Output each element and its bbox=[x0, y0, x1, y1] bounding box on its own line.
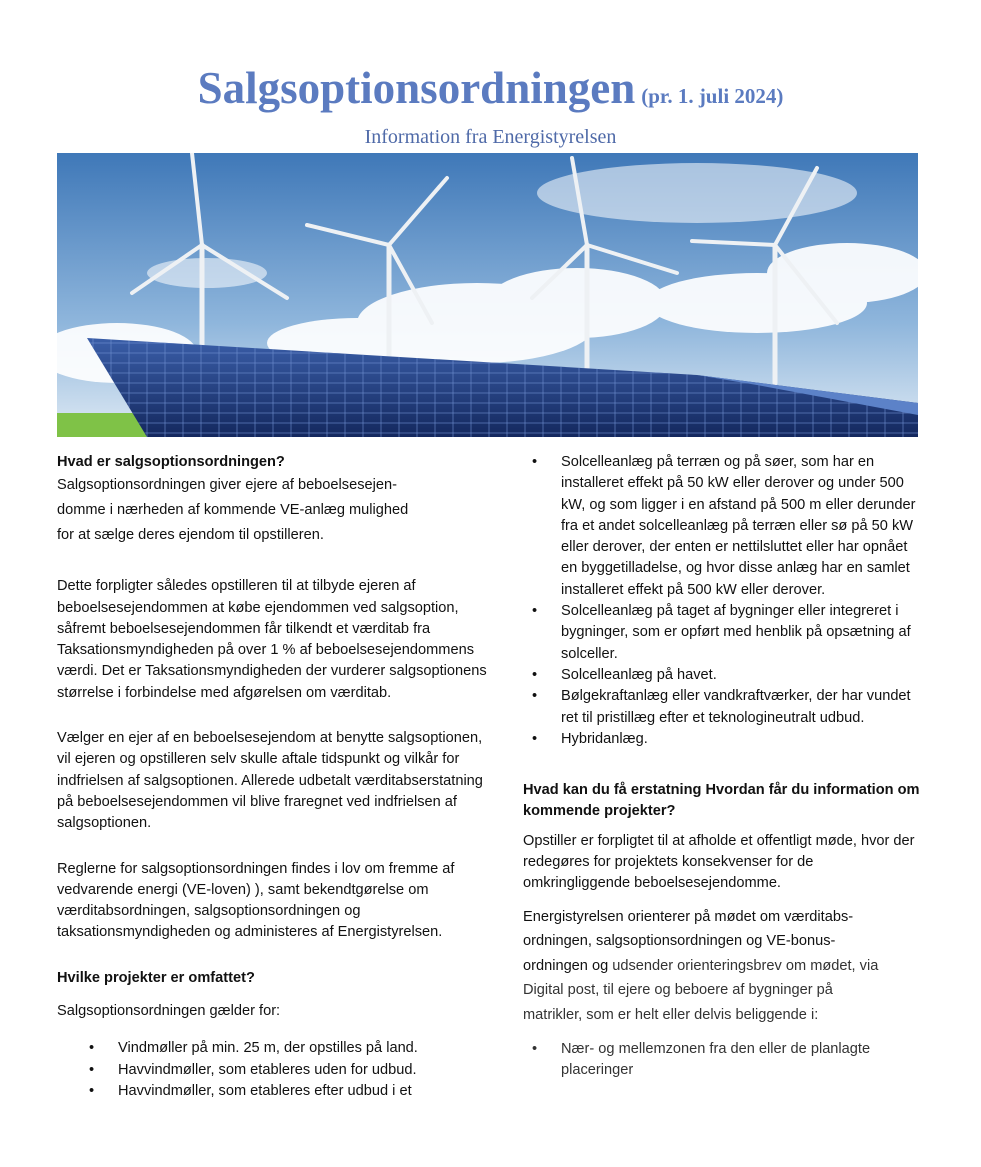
paragraph-line: ordningen, salgsoptionsordningen og VE-bonus- bbox=[523, 933, 836, 950]
list-item bbox=[500, 686, 923, 729]
paragraph: Opstiller er forpligtet til at afholde et offentligt møde, hvor der redegøres for projektets konsekvenser for de omkringliggende beboelsesejendomme. bbox=[523, 832, 915, 892]
list-item bbox=[500, 665, 923, 686]
section-heading: Hvilke projekter er omfattet? bbox=[57, 969, 255, 986]
bullet-icon: • bbox=[532, 603, 538, 620]
list-item-text: Solcelleanlæg på taget af bygninger eller integreret i bygninger, som er opført med henblik på opsætning af solceller. bbox=[561, 603, 911, 662]
list-item bbox=[500, 452, 923, 601]
paragraph-line: udsender orienteringsbrev om mødet, via bbox=[612, 957, 879, 974]
list-item bbox=[57, 1038, 497, 1059]
list-item-text: Havvindmøller, som etableres uden for udbud. bbox=[118, 1061, 417, 1078]
list-item-text: Nær- og mellemzonen fra den eller de planlagte placeringer bbox=[561, 1041, 871, 1079]
left-column bbox=[57, 452, 497, 1102]
bullet-list bbox=[500, 1039, 923, 1082]
bullet-icon: • bbox=[532, 454, 538, 470]
list-item bbox=[57, 1081, 497, 1102]
bullet-icon: • bbox=[532, 1041, 538, 1058]
paragraph: Vælger en ejer af en beboelsesejendom at benytte salgsoptionen, vil ejeren og opstilleren selv skulle aftale tidspunkt og vilkår for indfrielsen af salgsoptionen. Allerede udbetalt værditabserstatning på beboelsesejendommen vil blive fraregnet ved indfrielsen af salgsoptionen. bbox=[57, 730, 483, 832]
paragraph-line: Digital post, til ejere og beboere af bygninger på bbox=[523, 982, 833, 999]
right-column bbox=[523, 452, 923, 1082]
list-item-text: Solcelleanlæg på havet. bbox=[561, 666, 717, 683]
bullet-icon: • bbox=[532, 666, 538, 683]
paragraph: Dette forpligter således opstilleren til at tilbyde ejeren af beboelsesejendommen at købe ejendommen ved salgsoption, såfremt beboelsesejendommen får tilkendt et værditab fra Taksationsmyndigheden på over 1 % af beboelsesejendommens værdi. Det er Taksationsmyndigheden der vurderer salgsoptionens størrelse i forbindelse med afgørelsen om værditab. bbox=[57, 578, 487, 701]
list-item-text: Hybridanlæg. bbox=[561, 730, 648, 747]
paragraph-line: ordningen og bbox=[523, 957, 613, 974]
bullet-icon: • bbox=[532, 730, 538, 747]
bullet-icon: • bbox=[89, 1061, 95, 1078]
document-subtitle: Information fra Energistyrelsen bbox=[364, 126, 617, 148]
section-heading: Hvad kan du få erstatning Hvordan får du information om kommende projekter? bbox=[523, 782, 920, 820]
paragraph: Reglerne for salgsoptionsordningen findes i lov om fremme af vedvarende energi (VE-loven) ), samt bekendtgørelse om værditabsordningen, salgsoptionsordningen og taksationsmyndigheden og administeres af Energistyrelsen. bbox=[57, 860, 455, 941]
paragraph-line: Energistyrelsen orienterer på mødet om værditabs- bbox=[523, 908, 854, 925]
list-item-text: Bølgekraftanlæg eller vandkraftværker, der har vundet ret til pristillæg efter et teknologineutralt udbud. bbox=[561, 688, 911, 726]
bullet-list bbox=[57, 1038, 497, 1102]
list-item bbox=[57, 1060, 497, 1081]
list-item bbox=[500, 729, 923, 750]
title-date: (pr. 1. juli 2024) bbox=[641, 84, 784, 108]
paragraph bbox=[523, 905, 923, 1028]
list-item-text: Vindmøller på min. 25 m, der opstilles på land. bbox=[118, 1040, 418, 1057]
list-item bbox=[500, 601, 923, 665]
bullet-icon: • bbox=[89, 1040, 95, 1057]
paragraph-line: for at sælge deres ejendom til opstilleren. bbox=[57, 527, 324, 544]
document-title bbox=[0, 62, 981, 114]
list-item-text: Solcelleanlæg på terræn og på søer, som har en installeret effekt på 50 kW eller derover og under 500 kW, og som ligger i en afstand på 500 m eller derunder fra et andet solcelleanlæg på terræn eller sø på 50 kW eller derover, der enten er nettilsluttet eller har opnået en byggetilladelse, og hvor disse anlæg har en samlet installeret effekt på 500 kW eller derover. bbox=[561, 454, 916, 598]
section-heading: Hvad er salgsoptionsordningen? bbox=[57, 454, 285, 470]
list-item-text: Havvindmøller, som etableres efter udbud i et bbox=[118, 1082, 412, 1099]
title-text: Salgsoptionsordningen bbox=[197, 63, 636, 113]
bullet-icon: • bbox=[89, 1082, 95, 1099]
bullet-list bbox=[500, 452, 923, 750]
list-item bbox=[500, 1039, 923, 1082]
paragraph: Salgsoptionsordningen gælder for: bbox=[57, 1003, 281, 1020]
bullet-icon: • bbox=[532, 688, 538, 705]
paragraph-line: domme i nærheden af kommende VE-anlæg mulighed bbox=[57, 502, 409, 519]
paragraph-line: matrikler, som er helt eller delvis beliggende i: bbox=[523, 1006, 819, 1023]
wind-turbines-solar-panels-photo-icon bbox=[57, 153, 918, 437]
paragraph-line: Salgsoptionsordningen giver ejere af beboelsesejen- bbox=[57, 477, 397, 494]
hero-image bbox=[57, 153, 918, 437]
